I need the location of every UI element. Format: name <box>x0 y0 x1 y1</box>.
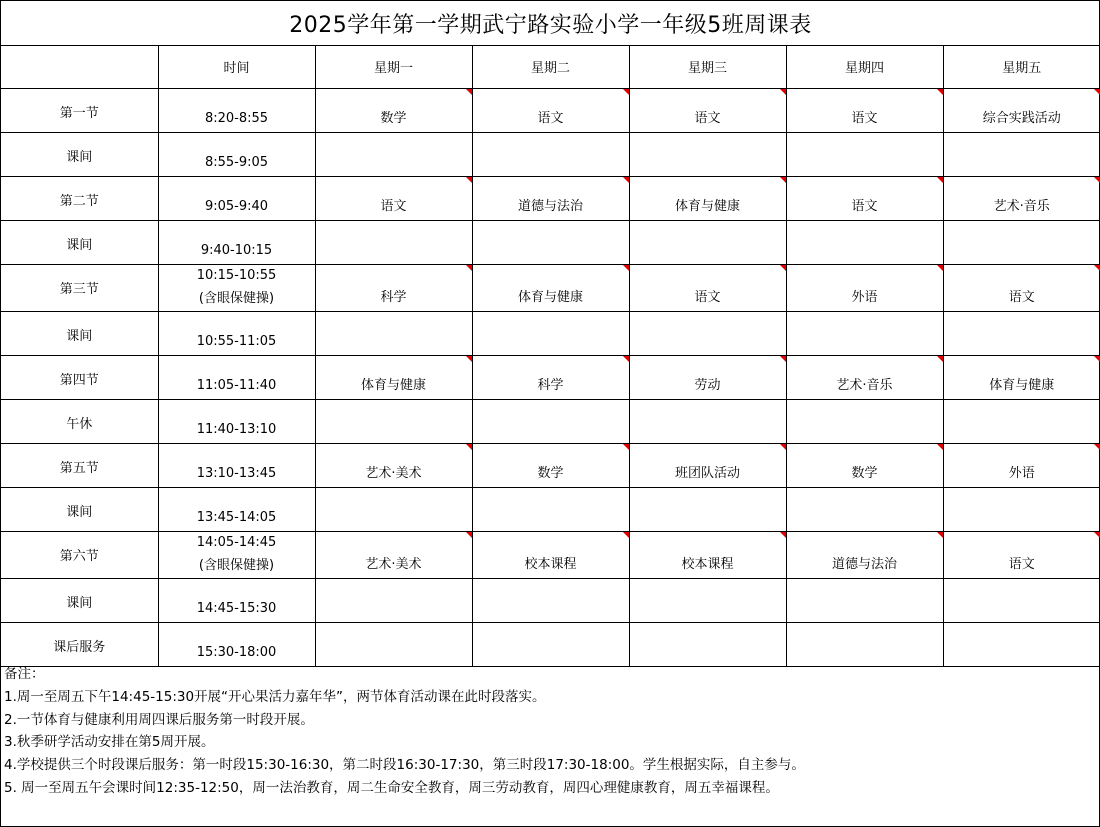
comment-marker-icon[interactable] <box>937 89 943 95</box>
header-day-friday[interactable]: 星期五 <box>943 45 1100 89</box>
subject-cell-tuesday[interactable] <box>472 221 629 265</box>
timetable-row <box>1 623 1100 667</box>
subject-cell-thursday[interactable] <box>786 579 943 623</box>
comment-marker-icon[interactable] <box>780 89 786 95</box>
subject-cell-monday[interactable] <box>315 579 472 623</box>
time-cell[interactable] <box>158 265 315 312</box>
period-label-cell[interactable] <box>1 444 158 488</box>
subject-cell-monday[interactable] <box>315 623 472 667</box>
subject-cell-wednesday[interactable] <box>629 579 786 623</box>
subject-name: 综合实践活动 <box>982 111 1061 126</box>
subject-name: 语文 <box>1008 290 1035 305</box>
subject-cell-friday[interactable] <box>943 532 1100 579</box>
subject-name: 科学 <box>380 290 407 305</box>
subject-name: 班团队活动 <box>674 466 740 481</box>
time-range: 9:40-10:15 <box>200 243 273 258</box>
comment-marker-icon[interactable] <box>623 89 629 95</box>
subject-name: 科学 <box>537 378 564 393</box>
period-label-cell[interactable] <box>1 89 158 133</box>
subject-cell-tuesday[interactable] <box>472 89 629 133</box>
comment-marker-icon[interactable] <box>1094 532 1100 538</box>
subject-cell-friday[interactable] <box>943 89 1100 133</box>
subject-cell-wednesday[interactable] <box>629 356 786 400</box>
comment-marker-icon[interactable] <box>466 532 472 538</box>
subject-cell-thursday[interactable] <box>786 265 943 312</box>
time-cell[interactable] <box>158 532 315 579</box>
subject-cell-thursday[interactable] <box>786 177 943 221</box>
note-line: 3.秋季研学活动安排在第5周开展。 <box>4 734 215 751</box>
period-label-cell[interactable] <box>1 177 158 221</box>
subject-cell-monday[interactable] <box>315 265 472 312</box>
subject-cell-monday[interactable] <box>315 221 472 265</box>
note-line: 5. 周一至周五午会课时间12:35-12:50，周一法治教育，周二生命安全教育，周三劳动教育，周四心理健康教育，周五幸福课程。 <box>4 779 779 796</box>
subject-cell-wednesday[interactable] <box>629 177 786 221</box>
comment-marker-icon[interactable] <box>937 177 943 183</box>
note-line: 1.周一至周五下午14:45-15:30开展“开心果活力嘉年华”，两节体育活动课在此时段落实。 <box>4 688 546 705</box>
period-label: 第二节 <box>59 194 99 209</box>
time-cell[interactable] <box>158 579 315 623</box>
subject-name: 校本课程 <box>524 557 577 572</box>
comment-marker-icon[interactable] <box>780 265 786 271</box>
subject-name: 语文 <box>380 199 407 214</box>
subject-cell-tuesday[interactable] <box>472 488 629 532</box>
comment-marker-icon[interactable] <box>466 177 472 183</box>
time-range: 8:55-9:05 <box>204 155 269 170</box>
time-cell[interactable] <box>158 133 315 177</box>
comment-marker-icon[interactable] <box>937 265 943 271</box>
subject-cell-friday[interactable] <box>943 265 1100 312</box>
comment-marker-icon[interactable] <box>1094 356 1100 362</box>
note-line: 2.一节体育与健康利用周四课后服务第一时段开展。 <box>4 711 314 728</box>
timetable-row <box>1 89 1100 133</box>
timetable-row <box>1 133 1100 177</box>
period-label: 午休 <box>66 417 93 432</box>
header-time-cell[interactable]: 时间 <box>158 45 315 89</box>
time-range: 13:10-13:45 <box>196 466 277 481</box>
time-cell[interactable] <box>158 623 315 667</box>
time-cell[interactable] <box>158 89 315 133</box>
subject-cell-thursday[interactable] <box>786 623 943 667</box>
subject-cell-thursday[interactable] <box>786 488 943 532</box>
period-label-cell[interactable] <box>1 532 158 579</box>
subject-cell-tuesday[interactable] <box>472 444 629 488</box>
period-label-cell[interactable] <box>1 356 158 400</box>
subject-cell-wednesday[interactable] <box>629 89 786 133</box>
subject-name: 数学 <box>380 111 407 126</box>
notes-heading: 备注： <box>4 666 45 682</box>
subject-cell-monday[interactable] <box>315 488 472 532</box>
period-label: 课间 <box>66 505 93 520</box>
subject-cell-wednesday[interactable] <box>629 488 786 532</box>
subject-name: 外语 <box>851 290 878 305</box>
subject-cell-wednesday[interactable] <box>629 221 786 265</box>
subject-cell-wednesday[interactable] <box>629 532 786 579</box>
period-label: 第三节 <box>59 282 99 297</box>
subject-cell-monday[interactable] <box>315 444 472 488</box>
time-range: 10:55-11:05 <box>196 334 277 349</box>
period-label-cell[interactable] <box>1 579 158 623</box>
subject-cell-friday[interactable] <box>943 488 1100 532</box>
subject-cell-tuesday[interactable] <box>472 312 629 356</box>
subject-cell-thursday[interactable] <box>786 356 943 400</box>
comment-marker-icon[interactable] <box>780 444 786 450</box>
subject-cell-monday[interactable] <box>315 356 472 400</box>
timetable-row <box>1 444 1100 488</box>
period-label: 课间 <box>66 150 93 165</box>
subject-name: 体育与健康 <box>674 199 740 214</box>
header-day-wednesday[interactable]: 星期三 <box>629 45 786 89</box>
timetable-row <box>1 532 1100 579</box>
subject-cell-wednesday[interactable] <box>629 623 786 667</box>
subject-name: 艺术·音乐 <box>993 199 1050 214</box>
subject-cell-wednesday[interactable] <box>629 133 786 177</box>
subject-cell-tuesday[interactable] <box>472 133 629 177</box>
header-blank-cell[interactable] <box>1 45 158 89</box>
subject-cell-tuesday[interactable] <box>472 177 629 221</box>
subject-name: 体育与健康 <box>989 378 1055 393</box>
comment-marker-icon[interactable] <box>937 532 943 538</box>
period-label-cell[interactable] <box>1 312 158 356</box>
subject-cell-thursday[interactable] <box>786 444 943 488</box>
period-label: 第一节 <box>59 106 99 121</box>
period-label-cell[interactable] <box>1 623 158 667</box>
notes-section <box>4 663 1094 800</box>
time-range: 11:40-13:10 <box>196 422 277 437</box>
comment-marker-icon[interactable] <box>780 356 786 362</box>
time-range: 13:45-14:05 <box>196 510 277 525</box>
timetable-row <box>1 177 1100 221</box>
time-range: 15:30-18:00 <box>196 645 277 660</box>
subject-name: 语文 <box>851 111 878 126</box>
period-label-cell[interactable] <box>1 265 158 312</box>
subject-cell-friday[interactable] <box>943 400 1100 444</box>
timetable-row <box>1 356 1100 400</box>
time-cell[interactable] <box>158 400 315 444</box>
period-label: 课间 <box>66 238 93 253</box>
comment-marker-icon[interactable] <box>466 356 472 362</box>
comment-marker-icon[interactable] <box>1094 89 1100 95</box>
comment-marker-icon[interactable] <box>780 532 786 538</box>
comment-marker-icon[interactable] <box>466 444 472 450</box>
header-day-tuesday[interactable]: 星期二 <box>472 45 629 89</box>
subject-cell-friday[interactable] <box>943 221 1100 265</box>
subject-cell-monday[interactable] <box>315 312 472 356</box>
subject-name: 校本课程 <box>681 557 734 572</box>
subject-cell-friday[interactable] <box>943 623 1100 667</box>
subject-cell-friday[interactable] <box>943 312 1100 356</box>
subject-name: 外语 <box>1008 466 1035 481</box>
subject-cell-monday[interactable] <box>315 89 472 133</box>
comment-marker-icon[interactable] <box>466 265 472 271</box>
timetable-row <box>1 221 1100 265</box>
time-range: 11:05-11:40 <box>196 378 277 393</box>
period-label-cell[interactable] <box>1 221 158 265</box>
comment-marker-icon[interactable] <box>623 356 629 362</box>
subject-cell-tuesday[interactable] <box>472 400 629 444</box>
period-label-cell[interactable] <box>1 133 158 177</box>
subject-name: 语文 <box>1008 557 1035 572</box>
header-day-thursday[interactable]: 星期四 <box>786 45 943 89</box>
subject-cell-monday[interactable] <box>315 532 472 579</box>
time-cell[interactable] <box>158 177 315 221</box>
subject-name: 语文 <box>694 290 721 305</box>
time-range: 14:45-15:30 <box>196 601 277 616</box>
period-label: 第四节 <box>59 373 99 388</box>
comment-marker-icon[interactable] <box>1094 265 1100 271</box>
period-label: 第六节 <box>59 549 99 564</box>
timetable-row <box>1 400 1100 444</box>
comment-marker-icon[interactable] <box>623 444 629 450</box>
subject-cell-thursday[interactable] <box>786 133 943 177</box>
time-cell[interactable] <box>158 312 315 356</box>
header-day-monday[interactable]: 星期一 <box>315 45 472 89</box>
subject-name: 劳动 <box>694 378 721 393</box>
subject-name: 数学 <box>851 466 878 481</box>
timetable-row <box>1 312 1100 356</box>
comment-marker-icon[interactable] <box>1094 177 1100 183</box>
header-row <box>1 45 1100 89</box>
comment-marker-icon[interactable] <box>937 444 943 450</box>
subject-cell-friday[interactable] <box>943 356 1100 400</box>
subject-cell-tuesday[interactable] <box>472 356 629 400</box>
subject-cell-friday[interactable] <box>943 133 1100 177</box>
time-range: 8:20-8:55 <box>204 111 269 126</box>
subject-cell-monday[interactable] <box>315 133 472 177</box>
timetable-grid <box>1 45 1100 667</box>
subject-cell-friday[interactable] <box>943 177 1100 221</box>
subject-name: 语文 <box>537 111 564 126</box>
comment-marker-icon[interactable] <box>780 177 786 183</box>
subject-cell-wednesday[interactable] <box>629 400 786 444</box>
period-label: 课后服务 <box>53 640 106 655</box>
timetable-row <box>1 265 1100 312</box>
subject-cell-thursday[interactable] <box>786 532 943 579</box>
subject-name: 艺术·美术 <box>365 557 422 572</box>
timetable-row <box>1 488 1100 532</box>
subject-cell-wednesday[interactable] <box>629 444 786 488</box>
time-cell[interactable] <box>158 488 315 532</box>
time-note: (含眼保健操) <box>198 558 275 573</box>
subject-cell-friday[interactable] <box>943 444 1100 488</box>
subject-name: 语文 <box>694 111 721 126</box>
comment-marker-icon[interactable] <box>623 265 629 271</box>
time-note: (含眼保健操) <box>198 291 275 306</box>
subject-name: 艺术·美术 <box>365 466 422 481</box>
subject-cell-tuesday[interactable] <box>472 579 629 623</box>
subject-cell-tuesday[interactable] <box>472 623 629 667</box>
time-cell[interactable] <box>158 356 315 400</box>
subject-name: 数学 <box>537 466 564 481</box>
subject-cell-monday[interactable] <box>315 400 472 444</box>
comment-marker-icon[interactable] <box>937 356 943 362</box>
subject-cell-tuesday[interactable] <box>472 265 629 312</box>
time-range: 9:05-9:40 <box>204 199 269 214</box>
subject-name: 体育与健康 <box>517 290 583 305</box>
period-label: 课间 <box>66 329 93 344</box>
time-range: 10:15-10:55 <box>196 268 277 283</box>
comment-marker-icon[interactable] <box>623 177 629 183</box>
comment-marker-icon[interactable] <box>623 532 629 538</box>
comment-marker-icon[interactable] <box>1094 444 1100 450</box>
comment-marker-icon[interactable] <box>466 89 472 95</box>
subject-name: 体育与健康 <box>360 378 426 393</box>
subject-cell-monday[interactable] <box>315 177 472 221</box>
period-label-cell[interactable] <box>1 488 158 532</box>
note-line: 4.学校提供三个时段课后服务：第一时段15:30-16:30，第二时段16:30-17:30，第三时段17:30-18:00。学生根据实际，自主参与。 <box>4 757 805 774</box>
time-range: 14:05-14:45 <box>196 535 277 550</box>
subject-cell-wednesday[interactable] <box>629 265 786 312</box>
subject-cell-friday[interactable] <box>943 579 1100 623</box>
subject-cell-wednesday[interactable] <box>629 312 786 356</box>
time-cell[interactable] <box>158 444 315 488</box>
subject-name: 道德与法治 <box>831 557 897 572</box>
period-label: 课间 <box>66 596 93 611</box>
timetable-row <box>1 579 1100 623</box>
period-label: 第五节 <box>59 461 99 476</box>
subject-name: 语文 <box>851 199 878 214</box>
subject-cell-thursday[interactable] <box>786 312 943 356</box>
page-title: 2025学年第一学期武宁路实验小学一年级5班周课表 <box>1 1 1100 46</box>
subject-name: 道德与法治 <box>517 199 583 214</box>
period-label-cell[interactable] <box>1 400 158 444</box>
subject-name: 艺术·音乐 <box>836 378 893 393</box>
time-cell[interactable] <box>158 221 315 265</box>
subject-cell-thursday[interactable] <box>786 221 943 265</box>
subject-cell-thursday[interactable] <box>786 89 943 133</box>
subject-cell-tuesday[interactable] <box>472 532 629 579</box>
subject-cell-thursday[interactable] <box>786 400 943 444</box>
